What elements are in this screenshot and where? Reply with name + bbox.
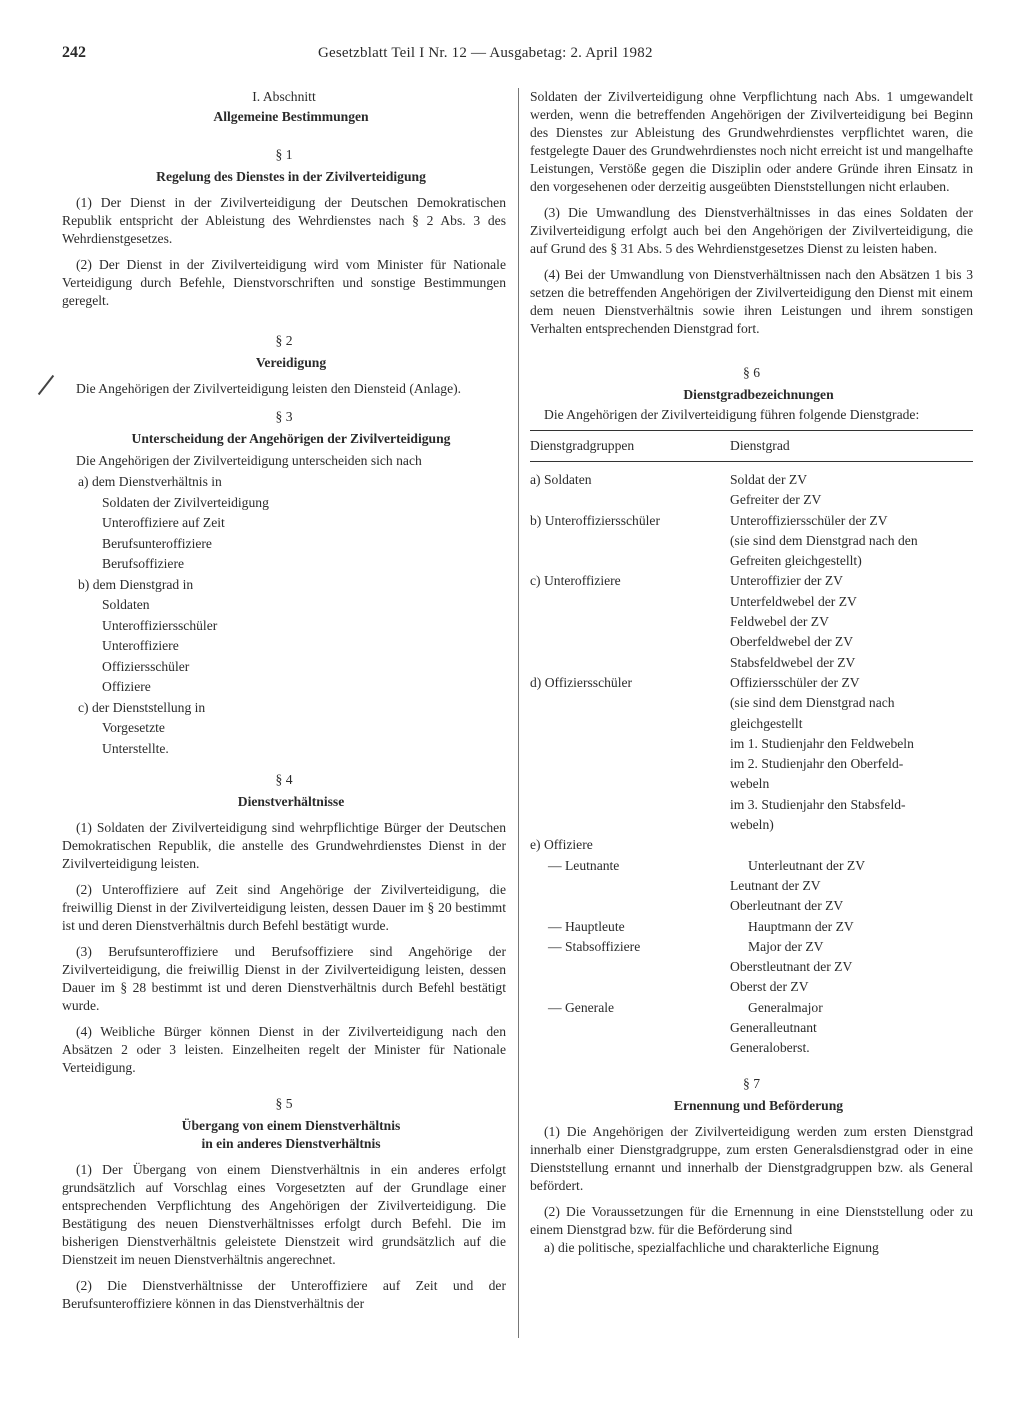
rank-group-cell [530, 490, 730, 510]
table-row [530, 795, 973, 815]
margin-pencil-mark [38, 375, 54, 395]
table-row [530, 998, 973, 1018]
rank-cell: Unterleutnant der ZV [748, 857, 866, 873]
section-1-number: § 1 [275, 147, 293, 162]
table-row [530, 957, 973, 977]
section-5-number: § 5 [275, 1096, 293, 1111]
rank-group-cell: e) Offiziere [530, 837, 593, 853]
rank-cell: Generalmajor [748, 999, 823, 1015]
list-item: Unteroffiziere [102, 638, 179, 653]
rank-group-cell [530, 795, 730, 815]
rank-cell: Stabsfeldwebel der ZV [730, 654, 856, 670]
rank-cell: gleichgestellt [730, 715, 803, 731]
rank-group-cell [530, 734, 730, 754]
section-2-para-1: Die Angehörigen der Zivilverteidigung leisten den Diensteid (Anlage). [76, 381, 462, 396]
section-7-para-1: (1) Die Angehörigen der Zivilverteidigung werden zum ersten Dienstgrad innerhalb einer Dienstgradgruppe, zum ersten Generalsdienstgrad oder in eine Dienststellung ernannt und innerhalb der Dienstgradgruppen bzw. als General befördert. [530, 1123, 973, 1193]
rank-group-cell [530, 632, 730, 652]
list-item: a) dem Dienstverhältnis in [78, 474, 222, 489]
rank-cell: im 3. Studienjahr den Stabsfeld- [730, 796, 906, 812]
rank-group-cell: b) Unteroffiziersschüler [530, 512, 660, 528]
rank-table [530, 430, 973, 1059]
rank-cell: im 2. Studienjahr den Oberfeld- [730, 756, 904, 772]
rank-cell: Unteroffiziersschüler der ZV [730, 512, 888, 528]
table-row [530, 1038, 973, 1058]
table-row [530, 1018, 973, 1038]
table-row [530, 612, 973, 632]
list-item: Unteroffiziere auf Zeit [102, 515, 225, 530]
section-5-para-2-start: (2) Die Dienstverhältnisse der Unteroffiziere auf Zeit und der Berufsunteroffiziere können in das Dienstverhältnis der [62, 1278, 506, 1311]
section-6-number: § 6 [743, 365, 760, 380]
rank-group-cell [530, 612, 730, 632]
rank-cell: Hauptmann der ZV [748, 918, 854, 934]
column-divider [518, 88, 519, 1338]
table-row [530, 734, 973, 754]
section-5-title-line-1: Übergang von einem Dienstverhältnis [181, 1118, 401, 1133]
table-row [530, 937, 973, 957]
rank-cell: webeln [730, 776, 770, 792]
rank-cell: Major der ZV [748, 938, 824, 954]
page-number: 242 [62, 44, 86, 61]
right-column [530, 88, 973, 1257]
rank-group-cell [530, 815, 730, 835]
rank-group-cell [530, 774, 730, 794]
rank-cell: Offiziersschüler der ZV [730, 674, 860, 690]
abschnitt-title: Allgemeine Bestimmungen [213, 109, 369, 124]
table-row [530, 693, 973, 713]
rank-cell: Generaloberst. [730, 1040, 810, 1056]
list-item: Unterstellte. [102, 740, 169, 756]
rank-cell: webeln) [730, 817, 774, 833]
rank-group-cell: — Leutnante [548, 857, 620, 873]
left-column [62, 88, 506, 1313]
rank-cell: im 1. Studienjahr den Feldwebeln [730, 735, 914, 751]
section-4-para-1: (1) Soldaten der Zivilverteidigung sind wehrpflichtige Bürger der Deutschen Demokratischen Republik, die anstelle des Grundwehrdienstes Dienst in der Zivilverteidigung leisten. [62, 820, 506, 871]
table-row [530, 490, 973, 510]
rank-group-cell [530, 531, 730, 551]
rank-cell: Oberstleutnant der ZV [730, 959, 853, 975]
table-row [530, 917, 973, 937]
table-row [530, 511, 973, 531]
rank-cell: Oberst der ZV [730, 979, 809, 995]
list-item: Unteroffiziersschüler [102, 617, 218, 633]
rank-cell [730, 835, 973, 855]
rank-group-cell [530, 653, 730, 673]
rank-cell: Oberfeldwebel der ZV [730, 634, 854, 650]
table-row [530, 673, 973, 693]
rank-group-cell: — Stabsoffiziere [548, 938, 641, 954]
section-4-title: Dienstverhältnisse [237, 794, 345, 809]
list-item: Berufsoffiziere [102, 556, 185, 571]
rank-group-header: Dienstgradgruppen [530, 438, 635, 453]
rank-cell: Feldwebel der ZV [730, 614, 829, 630]
section-1-title: Regelung des Dienstes in der Zivilverteidigung [156, 169, 426, 184]
abschnitt-label: I. Abschnitt [252, 89, 316, 104]
section-4-number: § 4 [275, 772, 293, 787]
rank-cell: Gefreiter der ZV [730, 492, 822, 508]
table-row [530, 876, 973, 896]
section-4-para-4: (4) Weibliche Bürger können Dienst in der Zivilverteidigung nach den Absätzen 2 oder 3 leisten. Einzelheiten regelt der Minister für Nationale Verteidigung. [62, 1024, 506, 1075]
table-row [530, 835, 973, 855]
list-item: b) dem Dienstgrad in [78, 576, 194, 592]
list-item: Soldaten der Zivilverteidigung [102, 494, 269, 510]
rank-group-cell: — Generale [548, 999, 615, 1015]
table-row [530, 571, 973, 591]
section-6-intro: Die Angehörigen der Zivilverteidigung führen folgende Dienstgrade: [544, 407, 920, 422]
table-row [530, 714, 973, 734]
rank-group-cell [530, 693, 730, 713]
table-row [530, 470, 973, 490]
section-7-item-a: a) die politische, spezialfachliche und charakterliche Eignung [544, 1239, 879, 1255]
section-1-para-1: (1) Der Dienst in der Zivilverteidigung der Deutschen Demokratischen Republik entspricht der Ableistung des Wehrdienstes nach § 2 Abs. 3 des Wehrdienstgesetzes. [62, 195, 506, 246]
rank-group-cell [530, 876, 730, 896]
section-6-title: Dienstgradbezeichnungen [683, 387, 834, 402]
rank-cell: (sie sind dem Dienstgrad nach den [730, 532, 918, 548]
rank-cell: Oberleutnant der ZV [730, 898, 844, 914]
section-7-number: § 7 [743, 1075, 760, 1091]
rank-group-cell [530, 1018, 730, 1038]
section-4-para-2: (2) Unteroffiziere auf Zeit sind Angehörige der Zivilverteidigung, die freiwillig Dienst in der Zivilverteidigung leisten, dessen Dauer im § 20 bestimmt ist und deren Dienstverhältnis durch Befehl bestätigt wurde. [62, 882, 506, 933]
section-3-number: § 3 [275, 409, 293, 424]
table-row [530, 774, 973, 794]
section-5-para-4: (4) Bei der Umwandlung von Dienstverhältnissen nach den Absätzen 1 bis 3 setzen die betreffenden Angehörigen der Zivilverteidigung den Dienst mit einem dem neuen Dienstverhältnis sowie ihren Leistungen und ihrem sonstigen Verhalten entsprechenden Dienstgrad fort. [530, 267, 973, 336]
list-item: Offiziersschüler [102, 658, 190, 674]
rank-group-cell [530, 714, 730, 734]
table-row [530, 531, 973, 551]
table-row [530, 815, 973, 835]
table-row [530, 754, 973, 774]
rank-cell: Generalleutnant [730, 1020, 817, 1036]
rank-table-body [530, 470, 973, 1059]
section-2-title: Vereidigung [255, 355, 327, 370]
section-3-title: Unterscheidung der Angehörigen der Zivilverteidigung [131, 431, 451, 446]
table-row [530, 856, 973, 876]
section-3-intro: Die Angehörigen der Zivilverteidigung unterscheiden sich nach [76, 453, 422, 468]
rank-group-cell [530, 754, 730, 774]
section-7-title: Ernennung und Beförderung [673, 1097, 844, 1113]
rank-cell: Gefreiten gleichgestellt) [730, 553, 862, 569]
rank-cell: Leutnant der ZV [730, 877, 821, 893]
section-1-para-2: (2) Der Dienst in der Zivilverteidigung wird vom Minister für Nationale Verteidigung durch Befehle, Dienstvorschriften und sonstige Bestimmungen geregelt. [62, 257, 506, 308]
rank-group-cell: d) Offiziersschüler [530, 674, 633, 690]
list-item: c) der Dienststellung in [78, 699, 206, 715]
table-row [530, 653, 973, 673]
rank-group-cell: a) Soldaten [530, 472, 592, 487]
section-5-title-line-2: in ein anderes Dienstverhältnis [201, 1136, 381, 1151]
rank-group-cell [530, 1038, 730, 1058]
list-item: Vorgesetzte [102, 720, 165, 735]
section-3-list [62, 472, 506, 759]
section-2-number: § 2 [275, 333, 293, 348]
rank-group-cell [530, 977, 730, 997]
rank-group-cell [530, 896, 730, 916]
table-row [530, 551, 973, 571]
rank-group-cell [530, 957, 730, 977]
section-4-para-3: (3) Berufsunteroffiziere und Berufsoffiziere sind Angehörige der Zivilverteidigung, die freiwillig Dienst in der Zivilverteidigung leisten, dessen Dauer im § 28 bestimmt ist und deren Dienstverhältnis durch Befehl bestätigt wurde. [62, 944, 506, 1013]
list-item: Soldaten [102, 597, 150, 612]
running-header: Gesetzblatt Teil I Nr. 12 — Ausgabetag: 2. April 1982 [318, 45, 653, 61]
rank-group-cell [530, 551, 730, 571]
list-item: Offiziere [102, 679, 151, 694]
table-row [530, 896, 973, 916]
section-5-para-1: (1) Der Übergang von einem Dienstverhältnis in ein anderes erfolgt grundsätzlich auf Vorschlag eines Vorgesetzten auf der Grundlage einer entsprechenden Verpflichtung des Angehörigen der Zivilverteidigung. Die Bestätigung des neuen Dienstverhältnisses erfolgt durch Befehl. Die im bisherigen Dienstverhältnis geleistete Dienstzeit wird grundsätzlich auf die Dienstzeit im neuen Dienstverhältnis angerechnet. [62, 1162, 506, 1267]
rank-group-cell [530, 592, 730, 612]
list-item: Berufsunteroffiziere [102, 535, 212, 551]
rank-group-cell: — Hauptleute [548, 918, 625, 934]
rank-group-cell: c) Unteroffiziere [530, 573, 621, 589]
rank-cell: Soldat der ZV [730, 472, 808, 487]
section-5-para-3: (3) Die Umwandlung des Dienstverhältnisses in das eines Soldaten der Zivilverteidigung erfolgt auch bei den Angehörigen der Zivilverteidigung, die auf Grund des § 31 Abs. 5 des Wehrdienstgesetzes Dienst zu leisten haben. [530, 205, 973, 256]
rank-cell: (sie sind dem Dienstgrad nach [730, 695, 895, 711]
table-row [530, 592, 973, 612]
rank-table-header [530, 431, 973, 462]
table-row [530, 977, 973, 997]
table-row [530, 632, 973, 652]
rank-cell: Unteroffizier der ZV [730, 573, 843, 589]
rank-cell: Unterfeldwebel der ZV [730, 593, 857, 609]
rank-header: Dienstgrad [730, 438, 790, 453]
section-7-para-2: (2) Die Voraussetzungen für die Ernennung in eine Dienststellung oder zu einem Dienstgrad bzw. für die Beförderung sind [530, 1203, 973, 1237]
section-5-para-2-continued: Soldaten der Zivilverteidigung ohne Verpflichtung nach Abs. 1 umgewandelt werden, wenn die betreffenden Angehörigen der Zivilverteidigung bei Beginn des Dienstes zur Ableistung des Grundwehrdienstes verpflichtet waren, die festgelegte Dauer des Grundwehrdienstes noch nicht erreicht ist und mangelhafte Leistungen, Verstöße gegen die Disziplin oder andere Gründe ihren Einsatz in den vorgesehenen oder derzeitig ausgeübten Dienststellungen nicht erlauben. [530, 89, 973, 194]
